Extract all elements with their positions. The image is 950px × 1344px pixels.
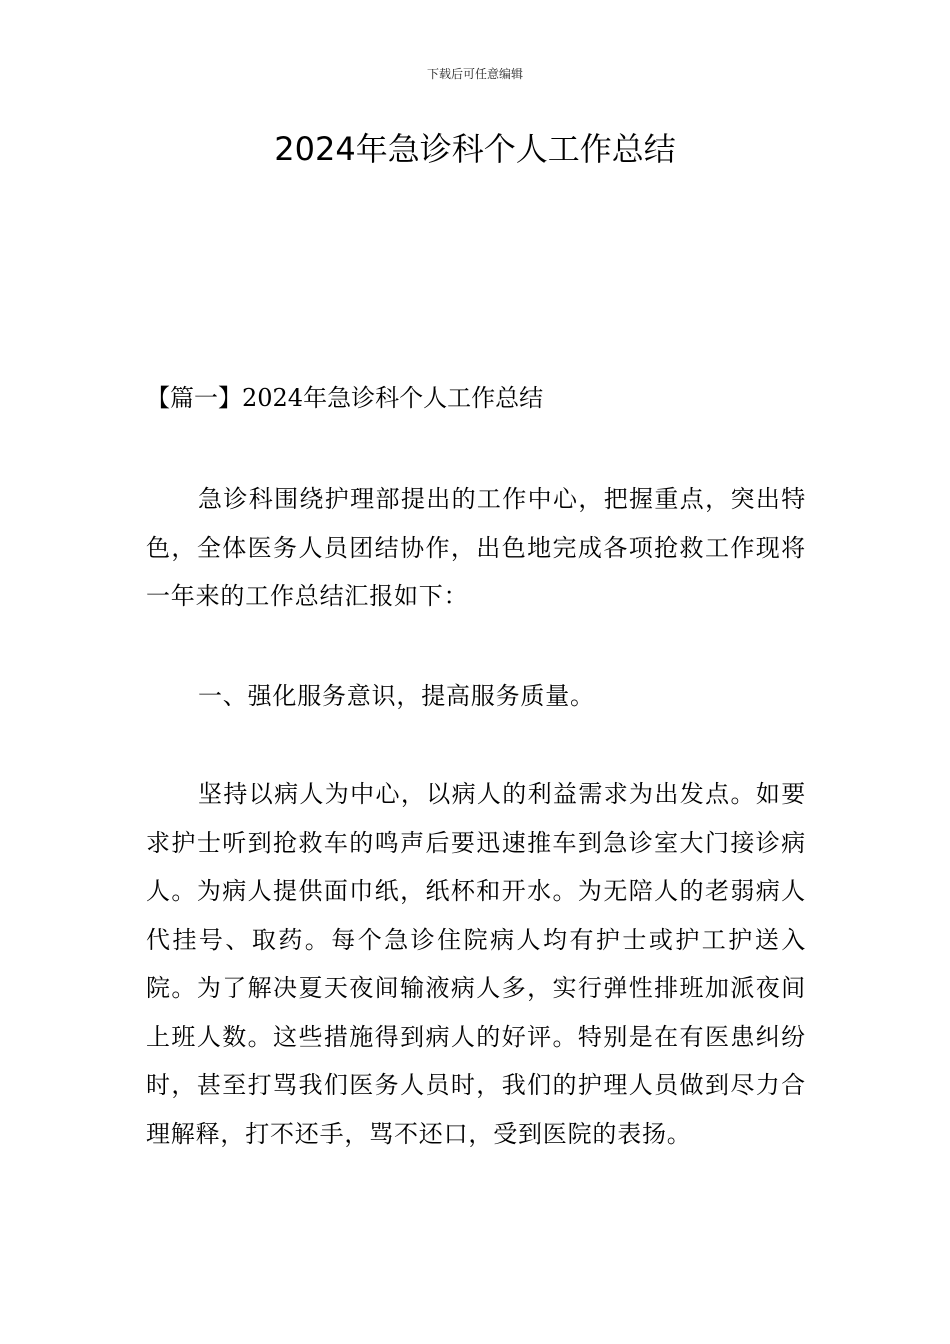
paragraph-subheading: 一、强化服务意识，提高服务质量。 [198,682,595,710]
section-heading: 【篇一】2024年急诊科个人工作总结 [146,384,544,412]
document-title: 2024年急诊科个人工作总结 [274,130,676,168]
paragraph-service: 坚持以病人为中心，以病人的利益需求为出发点。如要求护士听到抢救车的鸣声后要迅速推车到急诊室大门接诊病人。为病人提供面巾纸，纸杯和开水。为无陪人的老弱病人代挂号、取药。每个急诊住院病人均有护士或护工护送入院。为了解决夏天夜间输液病人多，实行弹性排班加派夜间上班人数。这些措施得到病人的好评。特别是在有医患纠纷时，甚至打骂我们医务人员时，我们的护理人员做到尽力合理解释，打不还手，骂不还口，受到医院的表扬。 [146,780,806,1148]
header-note: 下载后可任意编辑 [426,67,523,81]
paragraph-intro: 急诊科围绕护理部提出的工作中心，把握重点，突出特色，全体医务人员团结协作，出色地完成各项抢救工作现将一年来的工作总结汇报如下： [146,485,806,610]
